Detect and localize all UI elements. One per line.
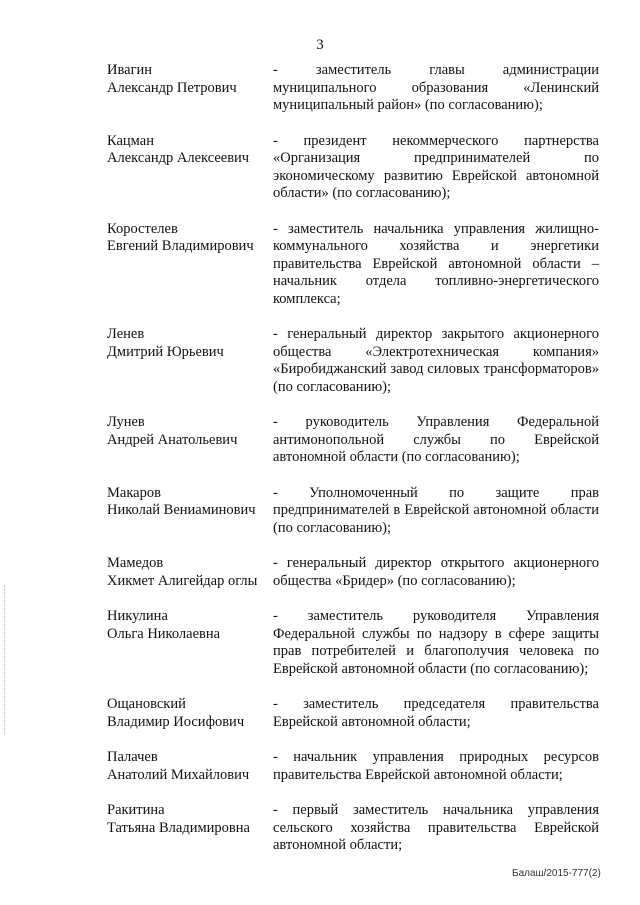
member-role: - начальник управления природных ресурсов правительства Еврейской автономной области; [273,749,599,783]
member-given-names: Хикмет Алигейдар оглы [107,572,258,589]
member-given-names: Евгений Владимирович [107,238,254,254]
member-surname: Ощановский [107,696,186,712]
member-given-names: Дмитрий Юрьевич [107,343,224,360]
member-role: - первый заместитель начальника управления сельского хозяйства правительства Еврейской автономной области; [273,802,599,853]
member-entry [107,555,599,590]
member-name [107,749,273,784]
member-role: - заместитель начальника управления жилищно-коммунального хозяйства и энергетики правительства Еврейской автономной области – начальник отдела топливно-энергетического комплекса; [273,220,599,307]
member-given-names: Владимир Иосифович [107,713,245,730]
member-name [107,326,273,361]
margin-scan-marks [4,585,7,735]
member-role: - президент некоммерческого партнерства «Организация предпринимателей по экономическому развитию Еврейской автономной области» (по согласованию); [273,132,599,201]
member-name [107,133,273,168]
document-code: Бaлaш/2015-777(2) [512,868,601,879]
member-name [107,62,273,97]
member-given-names: Татьяна Владимировна [107,819,250,836]
member-name [107,696,273,731]
member-given-names: Анатолий Михайлович [107,766,250,783]
member-surname: Никулина [107,608,168,624]
member-given-names: Ольга Николаевна [107,625,221,642]
member-surname: Палачев [107,749,158,765]
member-role: - руководитель Управления Федеральной антимонопольной службы по Еврейской автономной области (по согласованию); [273,414,599,465]
member-name [107,221,273,256]
member-name [107,414,273,449]
member-name [107,485,273,520]
member-given-names: Александр Петрович [107,79,237,96]
member-surname: Макаров [107,484,161,501]
member-entry [107,221,599,309]
member-entry [107,326,599,396]
member-list [107,62,599,873]
member-entry [107,608,599,678]
member-name [107,802,273,837]
member-given-names: Александр Алексеевич [107,150,250,166]
member-role: - заместитель председателя правительства Еврейской автономной области; [273,696,599,730]
member-surname: Ракитина [107,802,165,818]
member-surname: Лунев [107,414,145,430]
member-entry [107,133,599,203]
member-role: - заместитель руководителя Управления Федеральной службы по надзору в сфере защиты прав потребителей и благополучия человека по Еврейской автономной области (по согласованию); [273,608,599,677]
member-role: - генеральный директор открытого акционерного общества «Бридер» (по согласованию); [273,555,599,589]
member-surname: Мамедов [107,555,164,571]
member-surname: Коростелев [107,220,178,237]
member-entry [107,62,599,115]
page-number: 3 [316,37,324,53]
member-entry [107,485,599,538]
member-name [107,608,273,643]
member-role: - заместитель главы администрации муниципального образования «Ленинский муниципальный район» (по согласованию); [273,62,599,113]
member-given-names: Николай Вениаминович [107,502,256,518]
member-entry [107,749,599,784]
member-surname: Ивагин [107,62,153,78]
member-entry [107,802,599,855]
member-surname: Ленев [107,326,145,342]
member-name [107,555,273,590]
member-role: - Уполномоченный по защите прав предпринимателей в Еврейской автономной области (по согласованию); [273,484,599,536]
member-entry [107,696,599,731]
member-entry [107,414,599,467]
member-role: - генеральный директор закрытого акционерного общества «Электротехническая компания» «Биробиджанский завод силовых трансформаторов» (по согласованию); [273,326,599,395]
member-given-names: Андрей Анатольевич [107,431,238,448]
member-surname: Кацман [107,132,154,149]
